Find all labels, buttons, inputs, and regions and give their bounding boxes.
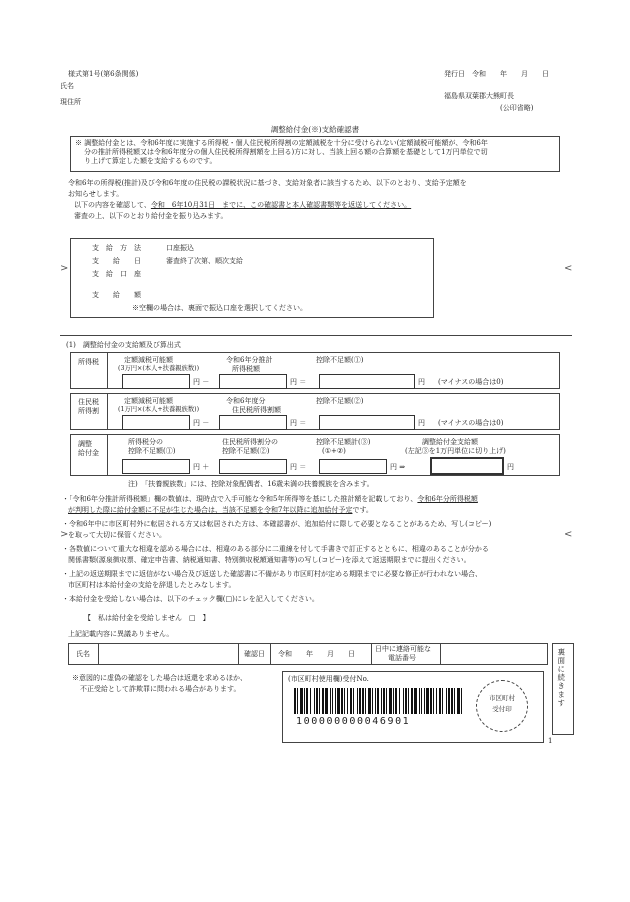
row-divider bbox=[238, 643, 239, 665]
adjust-income-shortfall-input[interactable] bbox=[122, 459, 190, 474]
calc-section-title: (1) 調整給付金の支給額及び算出式 bbox=[66, 341, 181, 349]
fraud-warning: 不正受給として詐欺罪に問われる場合があります。 bbox=[80, 685, 241, 693]
intro-line: 令和6年の所得税(推計)及び令和6年度の住民税の課税状況に基づき、支給対象者に該当するため、以下のとおり、支給予定額を bbox=[68, 179, 467, 187]
col-header: 定額減税可能額 bbox=[124, 397, 173, 405]
bullet-text: です。 bbox=[352, 506, 373, 514]
signature-name-label: 氏名 bbox=[76, 650, 90, 658]
decline-checkbox-line[interactable]: 【 私は給付金を受給しません □ 】 bbox=[84, 614, 210, 622]
row-divider bbox=[107, 393, 108, 430]
col-header: 住民税所得割分の bbox=[222, 438, 278, 446]
bullet-decline: ・本給付金を受給しない場合は、以下のチェック欄(□)にレを記入してください。 bbox=[62, 595, 319, 603]
adjust-resident-shortfall-input[interactable] bbox=[219, 459, 287, 474]
payment-date-label: 支 給 日 bbox=[92, 257, 141, 265]
income-tax-shortfall-input[interactable] bbox=[319, 374, 415, 389]
op-arrow: 円 ⇒ bbox=[390, 463, 406, 471]
resident-tax-amount-input[interactable] bbox=[219, 415, 287, 430]
intro-deadline bbox=[74, 201, 411, 210]
adjust-label: 給付金 bbox=[78, 449, 99, 457]
issue-date: 発行日 令和 年 月 日 bbox=[444, 70, 549, 78]
bullet-estimate-cont bbox=[68, 506, 373, 515]
intro-line: お知らせします。 bbox=[68, 190, 124, 198]
no-objection-text: 上記記載内容に異議ありません。 bbox=[68, 630, 174, 638]
barcode-number: 100000000046901 bbox=[296, 716, 411, 727]
fold-mark-left: > bbox=[60, 529, 69, 540]
fold-mark-right: < bbox=[564, 263, 573, 274]
op-equals: 円 ＝ bbox=[290, 463, 307, 471]
note-line: 分の推計所得税額又は令和6年度分の個人住民税所得割額を上回る)方に対し、当該上回る額の合算額を基礎として1万円単位で切 bbox=[84, 148, 488, 157]
bullet-underline: が判明した際に給付金額に不足が生じた場合は、当該不足額を令和7年以降に追加給付予定 bbox=[68, 506, 353, 514]
col-header: 控除不足額(①) bbox=[128, 447, 176, 455]
bullet-deadline-cont: 市区町村は本給付金の支給を辞退したとみなします。 bbox=[68, 581, 236, 589]
payment-method-label: 支 給 方 法 bbox=[92, 244, 141, 252]
resident-tax-deduction-input[interactable] bbox=[122, 415, 190, 430]
adjust-label: 調整 bbox=[78, 440, 92, 448]
negative-note: (マイナスの場合は0) bbox=[438, 378, 504, 386]
fraud-warning: ※意図的に虚偽の確認をした場合は返還を求めるほか、 bbox=[72, 674, 247, 682]
payment-amount-label: 支 給 額 bbox=[92, 291, 141, 299]
col-header: 控除不足額(②) bbox=[222, 447, 270, 455]
bullet-relocation: ・令和6年中に市区町村外に転居される方又は転居された方は、本確認書が、追加給付に際して必要となることがあるため、写し(コピー) bbox=[62, 520, 492, 528]
col-header: 定額減税可能額 bbox=[124, 356, 173, 364]
col-header: 控除不足額計(③) bbox=[316, 438, 371, 446]
income-tax-label: 所得税 bbox=[78, 358, 99, 366]
blank-account-note: ※空欄の場合は、裏面で振込口座を選択してください。 bbox=[132, 304, 307, 312]
row-divider bbox=[107, 434, 108, 476]
adjustment-payment-input[interactable] bbox=[430, 457, 504, 475]
name-label: 氏名 bbox=[60, 82, 74, 90]
yen-unit: 円 bbox=[418, 419, 425, 427]
continue-on-back-text: 裏面に続きます bbox=[556, 648, 566, 708]
stamp-label: 受付印 bbox=[492, 705, 512, 713]
adjust-total-shortfall-input[interactable] bbox=[319, 459, 387, 474]
resident-tax-shortfall-input[interactable] bbox=[319, 415, 415, 430]
col-header: 住民税所得割額 bbox=[232, 406, 281, 414]
confirm-date-field[interactable]: 令和 年 月 日 bbox=[278, 650, 355, 658]
col-header: 所得税額 bbox=[232, 365, 260, 373]
op-equals: 円 ＝ bbox=[290, 378, 307, 386]
col-header: (1万円×(本人+扶養親族数)) bbox=[118, 406, 200, 413]
document-title: 調整給付金(※)支給確認書 bbox=[270, 125, 360, 134]
fold-mark-left: > bbox=[60, 263, 69, 274]
municipal-use-label: (市区町村使用欄)受付No. bbox=[288, 675, 369, 683]
col-header: 令和6年度分 bbox=[226, 397, 266, 405]
income-tax-estimate-input[interactable] bbox=[219, 374, 287, 389]
payment-date-value: 審査終了次第、順次支給 bbox=[166, 257, 243, 265]
row-divider bbox=[371, 643, 372, 665]
resident-tax-label: 住民税 bbox=[78, 398, 99, 406]
section-divider bbox=[60, 335, 572, 336]
row-divider bbox=[98, 643, 99, 665]
bullet-relocation-cont: を取って大切に保管ください。 bbox=[68, 531, 166, 539]
fold-mark-right: < bbox=[564, 529, 573, 540]
definition-note bbox=[70, 136, 560, 172]
payment-account-label: 支 給 口 座 bbox=[92, 270, 141, 278]
address-label: 現住所 bbox=[60, 98, 81, 106]
dependents-footnote: 注) 「扶養親族数」には、控除対象配偶者、16歳未満の扶養親族を含みます。 bbox=[128, 480, 374, 488]
bullet-underline: 令和6年分所得税額 bbox=[417, 495, 478, 503]
op-minus: 円 － bbox=[193, 419, 210, 427]
row-divider bbox=[270, 643, 271, 665]
barcode bbox=[294, 688, 464, 714]
op-minus: 円 － bbox=[193, 378, 210, 386]
row-divider bbox=[440, 643, 441, 665]
deadline-prefix: 以下の内容を確認して、 bbox=[74, 201, 151, 209]
phone-label: 電話番号 bbox=[388, 654, 416, 662]
deadline-text: 令和 6年10月31日 までに、この確認書と本人確認書類等を返送してください。 bbox=[150, 201, 412, 209]
col-header: 控除不足額(②) bbox=[316, 397, 364, 405]
payment-method-value: 口座振込 bbox=[166, 244, 194, 252]
col-header: (①+②) bbox=[322, 447, 346, 455]
col-header: (3万円×(本人+扶養親族数)) bbox=[118, 365, 200, 372]
col-header: (左記③を1万円単位に切り上げ) bbox=[405, 447, 506, 455]
phone-label: 日中に連絡可能な bbox=[375, 645, 431, 653]
stamp-label: 市区町村 bbox=[489, 694, 515, 702]
note-line: ※ 調整給付金とは、令和6年度に実施する所得税・個人住民税所得割の定額減税を十分に受けられない(定額減税可能額が、令和6年 bbox=[75, 139, 488, 147]
phone-field[interactable] bbox=[442, 645, 546, 663]
col-header: 調整給付金支給額 bbox=[422, 438, 478, 446]
bullet-estimate bbox=[62, 495, 478, 504]
row-divider bbox=[107, 352, 108, 389]
yen-unit: 円 bbox=[418, 378, 425, 386]
form-number: 様式第1号(第6条関係) bbox=[68, 70, 139, 78]
yen-unit: 円 bbox=[507, 463, 514, 471]
bullet-deadline: ・上記の返送期限までに返信がない場合及び返送した確認書に不備があり市区町村が定める期限までに必要な修正が行われない場合、 bbox=[62, 570, 482, 578]
col-header: 控除不足額(①) bbox=[316, 356, 364, 364]
resident-tax-label: 所得割 bbox=[78, 407, 99, 415]
signature-name-field[interactable] bbox=[100, 645, 236, 663]
bullet-text: ・「令和6年分推計所得税額」欄の数値は、現時点で入手可能な令和5年所得等を基にした推計額を記載しており、 bbox=[62, 495, 418, 503]
col-header: 所得税分の bbox=[128, 438, 163, 446]
op-plus: 円 ＋ bbox=[193, 463, 210, 471]
intro-line: 審査の上、以下のとおり給付金を振り込みます。 bbox=[74, 212, 228, 220]
negative-note: (マイナスの場合は0) bbox=[438, 419, 504, 427]
col-header: 令和6年分推計 bbox=[226, 356, 273, 364]
issuer: 福島県双葉郡大熊町長 bbox=[444, 92, 514, 100]
confirm-date-label: 確認日 bbox=[244, 650, 265, 658]
op-equals: 円 ＝ bbox=[290, 419, 307, 427]
page-number: 1 bbox=[548, 737, 553, 745]
note-line: り上げて算定した額を支給するものです。 bbox=[84, 157, 217, 166]
seal-omitted: (公印省略) bbox=[500, 104, 534, 112]
bullet-correction-cont: 関係書類(源泉徴収票、確定申告書、納税通知書、特別徴収税額通知書等)の写し(コピー)を添えて返送期限までに提出ください。 bbox=[68, 556, 471, 564]
income-tax-deduction-input[interactable] bbox=[122, 374, 190, 389]
bullet-correction: ・各数値について重大な相違を認める場合には、相違のある部分に二重線を付して手書きで訂正するとともに、相違のあることが分かる bbox=[62, 545, 489, 553]
